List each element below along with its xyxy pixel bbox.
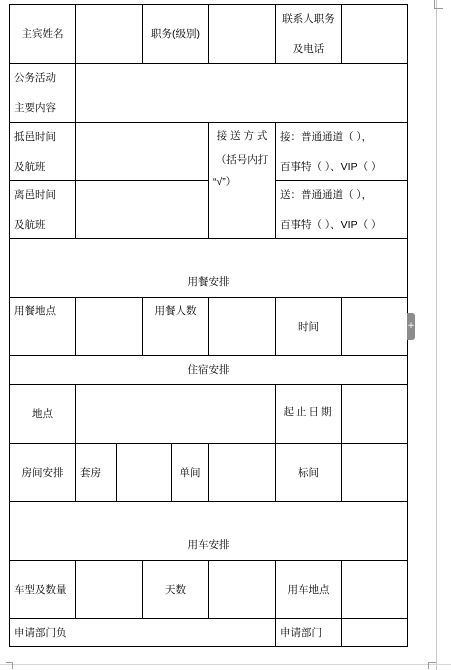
dining-place-label: 用餐地点 (10, 298, 76, 356)
departure-field[interactable] (76, 181, 209, 239)
lodging-dates-field[interactable] (342, 385, 408, 444)
lodging-place-label: 地点 (10, 385, 76, 444)
lodging-place-field[interactable] (76, 385, 276, 444)
vehicle-section-title: 用车安排 (10, 502, 408, 561)
applicant-dept-label: 申请部门 (276, 619, 342, 647)
dining-time-field[interactable] (342, 298, 408, 356)
lodging-dates-label: 起止日期 (276, 385, 342, 444)
expand-handle-icon[interactable]: + (407, 313, 415, 340)
arrival-label: 抵邑时间 及航班 (10, 123, 76, 181)
corner-crop-mark (434, 0, 443, 9)
single-field[interactable] (209, 444, 276, 502)
vehicle-days-label: 天数 (143, 561, 209, 619)
standard-field[interactable] (342, 444, 408, 502)
activity-label: 公务活动 主要内容 (10, 64, 76, 123)
guest-name-label: 主宾姓名 (10, 5, 76, 64)
dining-count-label: 用餐人数 (143, 298, 209, 356)
lodging-section-title: 住宿安排 (10, 356, 408, 385)
applicant-dept-field[interactable] (342, 619, 408, 647)
reception-form-table (9, 4, 408, 647)
vehicle-type-field[interactable] (76, 561, 143, 619)
suite-label: 套房 (76, 444, 117, 502)
corner-crop-mark (6, 662, 13, 669)
corner-crop-mark (428, 662, 436, 669)
contact-label: 联系人职务 及电话 (276, 5, 342, 64)
contact-field[interactable] (342, 5, 408, 64)
vehicle-place-field[interactable] (342, 561, 408, 619)
position-field[interactable] (209, 5, 276, 64)
pickup-options[interactable]: 接：普通通道（ ）， 百事特（ ）、VIP（ ） (276, 123, 408, 181)
dining-time-label: 时间 (276, 298, 342, 356)
vehicle-type-label: 车型及数量 (10, 561, 76, 619)
standard-label: 标间 (276, 444, 342, 502)
arrival-field[interactable] (76, 123, 209, 181)
single-label: 单间 (172, 444, 209, 502)
dining-section-title: 用餐安排 (10, 239, 408, 298)
applicant-dept-head-label: 申请部门负 (10, 619, 276, 647)
vehicle-days-field[interactable] (209, 561, 276, 619)
activity-field[interactable] (76, 64, 408, 123)
suite-field[interactable] (117, 444, 172, 502)
page-edge-bottom (0, 664, 451, 665)
position-label: 职务(级别) (143, 5, 209, 64)
vehicle-place-label: 用车地点 (276, 561, 342, 619)
departure-label: 离邑时间 及航班 (10, 181, 76, 239)
dropoff-options[interactable]: 送：普通通道（ ）， 百事特（ ）、VIP（ ） (276, 181, 408, 239)
dining-place-field[interactable] (76, 298, 143, 356)
guest-name-field[interactable] (76, 5, 143, 64)
dining-count-field[interactable] (209, 298, 276, 356)
transfer-label: 接 送 方 式 （括号内打 “√”） (209, 123, 276, 239)
page-edge (436, 0, 437, 670)
room-arrangement-label: 房间安排 (10, 444, 76, 502)
